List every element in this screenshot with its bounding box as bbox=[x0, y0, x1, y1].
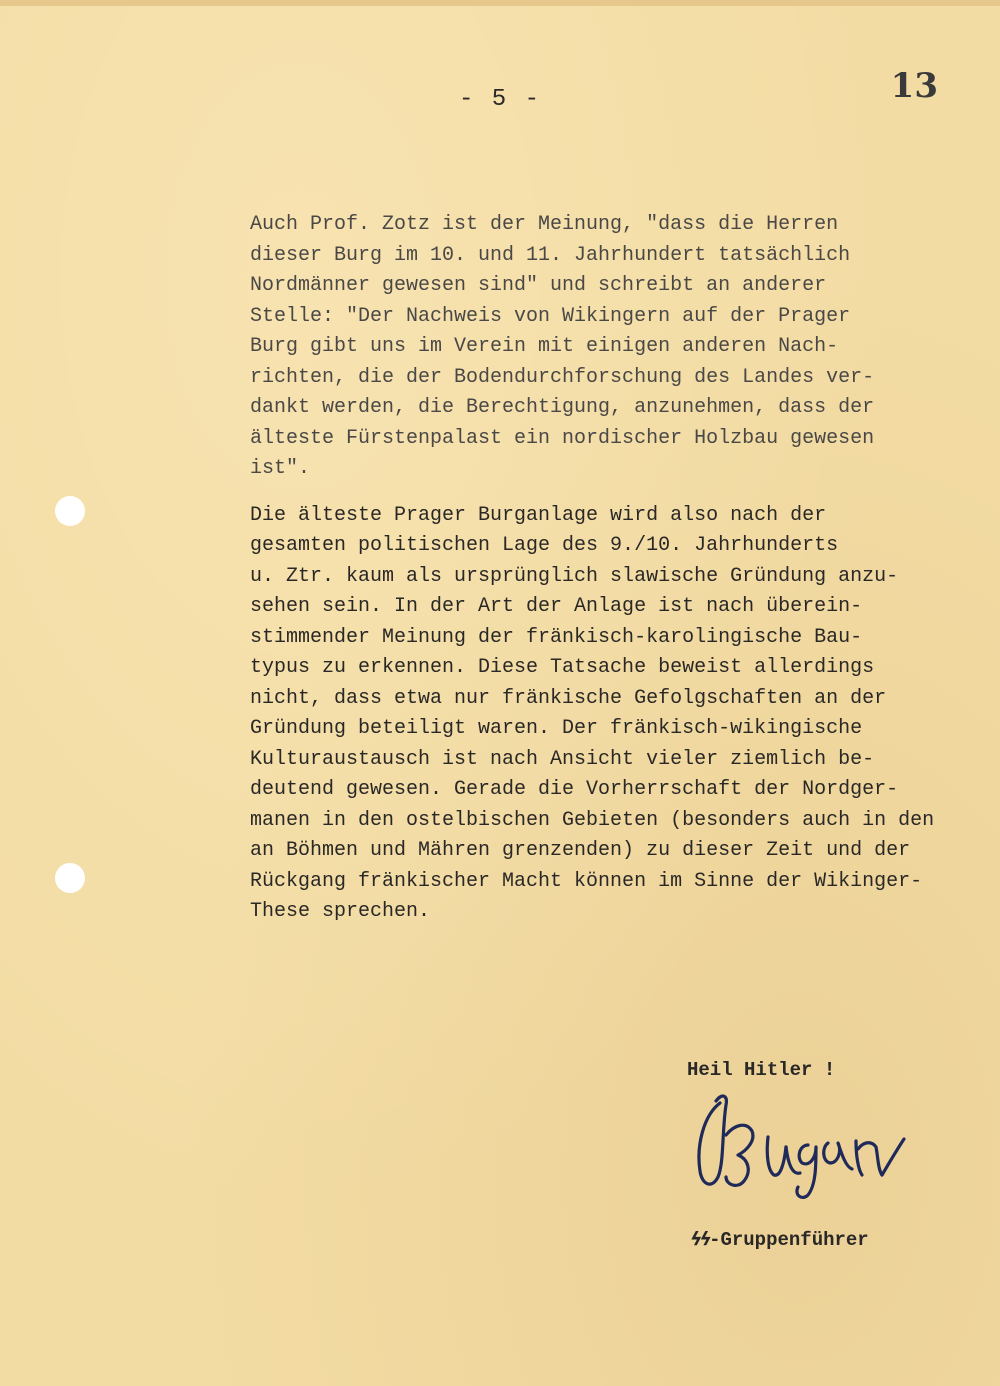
text-line: Burg gibt uns im Verein mit einigen anderen Nach- bbox=[250, 335, 839, 358]
punch-hole-upper bbox=[55, 496, 85, 526]
paragraph-2 bbox=[250, 501, 970, 928]
text-line: manen in den ostelbischen Gebieten (besonders auch in den bbox=[250, 808, 935, 832]
text-line: ist". bbox=[250, 457, 311, 480]
text-line: Gründung beteiligt waren. Der fränkisch-wikingische bbox=[250, 717, 863, 740]
text-line: richten, die der Bodendurchforschung des Landes ver- bbox=[250, 365, 875, 389]
text-line: nicht, dass etwa nur fränkische Gefolgschaften an der bbox=[250, 686, 887, 710]
handwritten-signature bbox=[682, 1085, 922, 1215]
rank-label: -Gruppenführer bbox=[709, 1229, 869, 1251]
text-line: Rückgang fränkischer Macht können im Sinne der Wikinger- bbox=[250, 869, 923, 893]
text-line: dankt werden, die Berechtigung, anzunehmen, dass der bbox=[250, 396, 875, 419]
paragraph-1 bbox=[250, 210, 970, 485]
text-line: Kulturaustausch ist nach Ansicht vieler ziemlich be- bbox=[250, 747, 875, 771]
text-line: These sprechen. bbox=[250, 900, 431, 923]
ss-runes-icon: ϟϟ bbox=[690, 1228, 710, 1250]
text-line: an Böhmen und Mähren grenzenden) zu dieser Zeit und der bbox=[250, 839, 911, 862]
text-line: stimmender Meinung der fränkisch-karolingische Bau- bbox=[250, 625, 863, 649]
page-number: - 5 - bbox=[458, 86, 541, 113]
text-line: typus zu erkennen. Diese Tatsache beweist allerdings bbox=[250, 656, 875, 679]
text-line: Auch Prof. Zotz ist der Meinung, "dass die Herren bbox=[250, 213, 839, 236]
folio-number: 13 bbox=[890, 66, 938, 106]
text-line: sehen sein. In der Art der Anlage ist nach überein- bbox=[250, 595, 863, 618]
letter-body bbox=[250, 210, 970, 928]
text-line: gesamten politischen Lage des 9./10. Jahrhunderts bbox=[250, 534, 839, 557]
text-line: älteste Fürstenpalast ein nordischer Holzbau gewesen bbox=[250, 426, 875, 450]
page-top-edge bbox=[0, 0, 1000, 6]
punch-hole-lower bbox=[55, 863, 85, 893]
text-line: Nordmänner gewesen sind" und schreibt an anderer bbox=[250, 274, 827, 297]
signature-rank bbox=[690, 1228, 869, 1251]
text-line: Stelle: "Der Nachweis von Wikingern auf der Prager bbox=[250, 304, 851, 328]
text-line: u. Ztr. kaum als ursprünglich slawische Gründung anzu- bbox=[250, 564, 899, 588]
text-line: Die älteste Prager Burganlage wird also nach der bbox=[250, 503, 827, 527]
closing-salutation: Heil Hitler ! bbox=[687, 1059, 836, 1081]
text-line: dieser Burg im 10. und 11. Jahrhundert tatsächlich bbox=[250, 243, 851, 267]
text-line: deutend gewesen. Gerade die Vorherrschaft der Nordger- bbox=[250, 778, 899, 801]
